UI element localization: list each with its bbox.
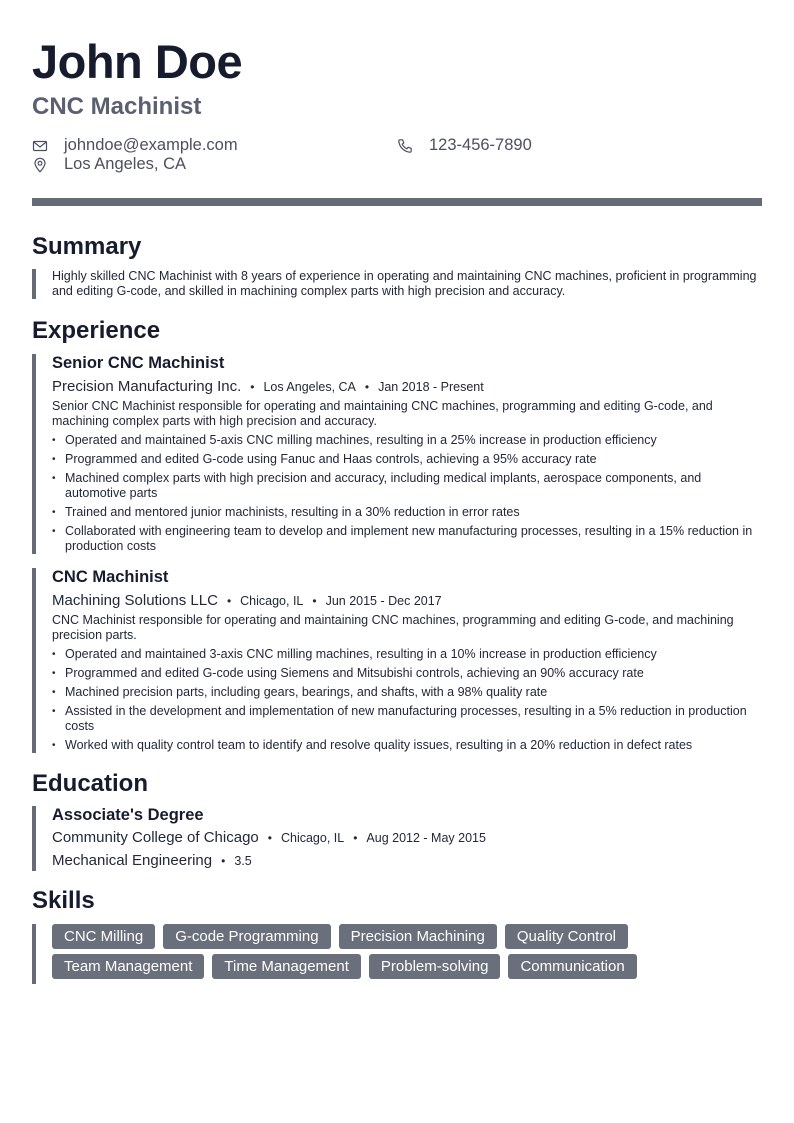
- separator-dot: •: [312, 594, 317, 608]
- education-entry: [32, 806, 762, 871]
- separator-dot: •: [226, 594, 232, 608]
- contact-info: [32, 136, 762, 176]
- skill-tag: Precision Machining: [339, 924, 497, 949]
- job-dates: Jan 2018 - Present: [378, 380, 484, 394]
- separator-dot: •: [250, 380, 255, 394]
- job-description: CNC Machinist responsible for operating and maintaining CNC machines, programming and editing G-code, and machining precision parts.: [52, 613, 734, 642]
- job-entry: [32, 568, 762, 753]
- education-meta: [52, 828, 762, 848]
- gpa: 3.5: [234, 854, 252, 868]
- achievement-item: • Trained and mentored junior machinists, resulting in a 30% reduction in error rates: [52, 505, 762, 520]
- job-company: Machining Solutions LLC: [52, 592, 218, 609]
- experience-heading: Experience: [32, 317, 161, 344]
- location-pin-icon: [32, 157, 48, 173]
- phone-text[interactable]: 123-456-7890: [429, 136, 532, 154]
- achievement-item: • Machined precision parts, including gears, bearings, and shafts, with a 98% quality rate: [52, 685, 762, 700]
- skill-tag: Team Management: [52, 954, 204, 979]
- phone-icon: [397, 138, 413, 154]
- skills-heading: Skills: [32, 887, 95, 914]
- job-entry-meta: [52, 377, 762, 397]
- job-achievements: [52, 647, 762, 753]
- achievement-item: • Worked with quality control team to identify and resolve quality issues, resulting in a 20% reduction in defect rates: [52, 738, 762, 753]
- school-location: Chicago, IL: [280, 831, 345, 845]
- achievement-item: • Programmed and edited G-code using Fanuc and Haas controls, achieving a 95% accuracy rate: [52, 452, 762, 467]
- separator-dot: •: [364, 380, 370, 394]
- contact-location: [32, 155, 186, 174]
- job-location: Los Angeles, CA: [263, 380, 356, 394]
- achievement-item: • Operated and maintained 3-axis CNC milling machines, resulting in a 10% increase in production efficiency: [52, 647, 762, 662]
- email-text[interactable]: johndoe@example.com: [64, 136, 238, 154]
- skill-tag: Problem-solving: [369, 954, 501, 979]
- education-field-meta: [52, 851, 762, 871]
- skill-tag: Quality Control: [505, 924, 628, 949]
- contact-email[interactable]: [32, 136, 238, 155]
- job-company: Precision Manufacturing Inc.: [52, 378, 242, 395]
- summary-text: Highly skilled CNC Machinist with 8 years of experience in operating and maintaining CNC machines, proficient in programming and editing G-code, and skilled in machining complex parts with high precision and accuracy.: [32, 269, 762, 299]
- job-description: Senior CNC Machinist responsible for operating and maintaining CNC machines, programming and editing G-code, and machining complex parts with high precision and accuracy.: [52, 399, 713, 428]
- skill-tag: G-code Programming: [163, 924, 330, 949]
- job-location: Chicago, IL: [240, 594, 304, 608]
- achievement-item: • Programmed and edited G-code using Siemens and Mitsubishi controls, achieving an 90% accuracy rate: [52, 666, 762, 681]
- skills-list: [52, 924, 732, 984]
- separator-dot: •: [267, 831, 272, 845]
- summary-heading: Summary: [32, 233, 142, 260]
- mail-icon: [32, 138, 48, 154]
- location-text: Los Angeles, CA: [64, 155, 186, 173]
- education-dates: Aug 2012 - May 2015: [366, 831, 486, 845]
- header-divider: [32, 198, 762, 206]
- candidate-name: John Doe: [32, 35, 243, 88]
- achievement-item: • Machined complex parts with high precision and accuracy, including medical implants, aerospace components, and automotive parts: [52, 471, 762, 501]
- job-entry: [32, 354, 762, 554]
- separator-dot: •: [221, 854, 226, 868]
- skills-block: [32, 924, 762, 984]
- achievement-item: • Collaborated with engineering team to develop and implement new manufacturing processes, resulting in a 15% reduction in production costs: [52, 524, 762, 554]
- achievement-item: • Assisted in the development and implementation of new manufacturing processes, resulting in a 5% reduction in production costs: [52, 704, 762, 734]
- field-of-study: Mechanical Engineering: [52, 852, 213, 869]
- skill-tag: Communication: [508, 954, 636, 979]
- job-entry-meta: [52, 591, 762, 611]
- contact-phone[interactable]: [397, 136, 532, 155]
- job-entry-title: Senior CNC Machinist: [52, 354, 225, 372]
- job-title: CNC Machinist: [32, 93, 202, 120]
- degree-title: Associate's Degree: [52, 806, 204, 824]
- achievement-item: • Operated and maintained 5-axis CNC milling machines, resulting in a 25% increase in production efficiency: [52, 433, 762, 448]
- resume-page: [32, 34, 762, 984]
- job-entry-title: CNC Machinist: [52, 568, 169, 586]
- school-name: Community College of Chicago: [52, 829, 259, 846]
- skill-tag: CNC Milling: [52, 924, 155, 949]
- separator-dot: •: [353, 831, 358, 845]
- job-dates: Jun 2015 - Dec 2017: [325, 594, 442, 608]
- skill-tag: Time Management: [212, 954, 361, 979]
- education-heading: Education: [32, 770, 149, 797]
- job-achievements: [52, 433, 762, 554]
